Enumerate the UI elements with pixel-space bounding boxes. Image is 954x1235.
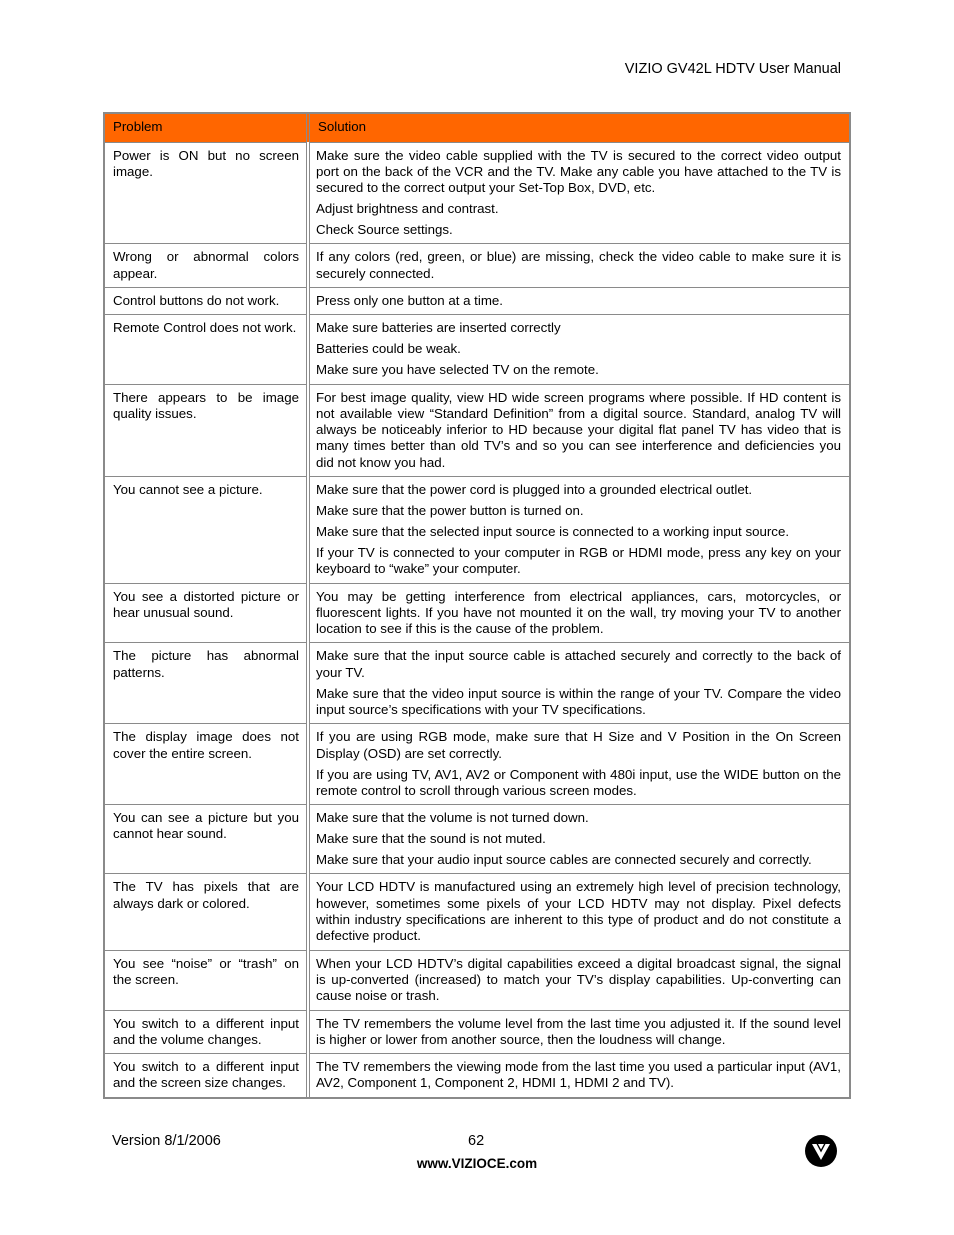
solution-cell — [308, 315, 849, 384]
table-row — [105, 950, 849, 1010]
problem-cell: There appears to be image quality issues. — [105, 384, 308, 476]
page-number: 62 — [468, 1133, 485, 1149]
table-row — [105, 315, 849, 384]
solution-text: Your LCD HDTV is manufactured using an extremely high level of precision technology, however, sometimes some pixels of your LCD HDTV may not display. Pixel defects within industry specifications are inherent to this type of product and do not constitute a defective product. — [316, 879, 841, 944]
problem-cell: You see a distorted picture or hear unusual sound. — [105, 583, 308, 643]
table-row — [105, 1054, 849, 1097]
troubleshooting-table — [103, 112, 851, 1099]
table-row — [105, 477, 849, 584]
problem-cell: Control buttons do not work. — [105, 287, 308, 314]
problem-cell: The TV has pixels that are always dark or colored. — [105, 874, 308, 950]
problem-cell: The picture has abnormal patterns. — [105, 643, 308, 724]
solution-text: If you are using TV, AV1, AV2 or Component with 480i input, use the WIDE button on the remote control to scroll through various screen modes. — [316, 766, 841, 798]
table-row — [105, 583, 849, 643]
solution-cell — [308, 874, 849, 950]
solution-text: Make sure that the power button is turned on. — [316, 502, 584, 518]
solution-text: If any colors (red, green, or blue) are missing, check the video cable to make sure it is securely connected. — [316, 249, 841, 281]
solution-cell — [308, 244, 849, 288]
table-row — [105, 805, 849, 874]
table-row — [105, 724, 849, 805]
solution-cell — [308, 142, 849, 244]
table-row — [105, 1010, 849, 1054]
table-body — [105, 142, 849, 1097]
solution-cell — [308, 1054, 849, 1097]
solution-cell — [308, 950, 849, 1010]
table-row — [105, 384, 849, 476]
solution-cell — [308, 477, 849, 584]
solution-text: Make sure that your audio input source cables are connected securely and correctly. — [316, 852, 812, 868]
solution-text: If you are using RGB mode, make sure that H Size and V Position in the On Screen Display (OSD) are set correctly. — [316, 729, 841, 761]
problem-cell: Power is ON but no screen image. — [105, 142, 308, 244]
solution-text: Make sure that the sound is not muted. — [316, 831, 546, 847]
solution-text: Make sure that the volume is not turned down. — [316, 810, 589, 826]
problem-cell: You can see a picture but you cannot hear sound. — [105, 805, 308, 874]
solution-text: You may be getting interference from electrical appliances, cars, motorcycles, or fluorescent lights. If you have not mounted it on the wall, try moving your TV to another location to see if this is the cause of the problem. — [316, 588, 841, 637]
table-row — [105, 287, 849, 314]
solution-text: The TV remembers the viewing mode from the last time you used a particular input (AV1, AV2, Component 1, Component 2, HDMI 1, HDMI 2 and TV). — [316, 1059, 841, 1091]
table-row — [105, 142, 849, 244]
solution-text: Make sure that the power cord is plugged into a grounded electrical outlet. — [316, 482, 753, 497]
table-row — [105, 643, 849, 724]
solution-cell — [308, 643, 849, 724]
solution-text: Make sure that the video input source is within the range of your TV. Compare the video input source’s specifications with your TV specifications. — [316, 685, 841, 718]
solution-text: If your TV is connected to your computer in RGB or HDMI mode, press any key on your keyboard to “wake” your computer. — [316, 544, 841, 577]
solution-text: Press only one button at a time. — [316, 292, 504, 308]
document-title: VIZIO GV42L HDTV User Manual — [624, 61, 841, 77]
solution-cell — [308, 724, 849, 805]
solution-text: For best image quality, view HD wide screen programs where possible. If HD content is not available view “Standard Definition” from a digital source. Standard, analog TV will always be noticeably inferior to HD because your digital flat panel TV has video that is many times better than old TV’s and so you can see interference and deficiencies you did not know you had. — [316, 389, 841, 470]
solution-cell — [308, 384, 849, 476]
solution-cell — [308, 287, 849, 314]
problem-cell: The display image does not cover the entire screen. — [105, 724, 308, 805]
solution-text: Make sure the video cable supplied with the TV is secured to the correct video output port on the back of the VCR and the TV. Make any cable you have attached to the TV is secured to the correct output your Set-Top Box, DVD, etc. — [316, 147, 841, 196]
solution-text: The TV remembers the volume level from the last time you adjusted it. If the sound level is higher or lower from another source, then the loudness will change. — [316, 1015, 841, 1047]
problem-cell: You cannot see a picture. — [105, 477, 308, 584]
solution-text: Adjust brightness and contrast. — [316, 201, 499, 217]
problem-cell: Remote Control does not work. — [105, 315, 308, 384]
column-header-solution: Solution — [308, 114, 849, 142]
problem-cell: You see “noise” or “trash” on the screen. — [105, 950, 308, 1010]
table-row — [105, 874, 849, 950]
problem-cell: You switch to a different input and the screen size changes. — [105, 1054, 308, 1097]
solution-text: Make sure that the input source cable is attached securely and correctly to the back of your TV. — [316, 648, 841, 680]
problem-cell: Wrong or abnormal colors appear. — [105, 244, 308, 288]
solution-text: Make sure batteries are inserted correctly — [316, 320, 561, 336]
column-header-problem: Problem — [105, 114, 308, 142]
solution-text: When your LCD HDTV’s digital capabilities exceed a digital broadcast signal, the signal is up-converted (increased) to match your TV’s display capabilities. Up-converting can cause noise or trash. — [316, 955, 841, 1004]
solution-cell — [308, 1010, 849, 1054]
solution-text: Make sure that the selected input source is connected to a working input source. — [316, 523, 790, 539]
solution-text: Make sure you have selected TV on the remote. — [316, 362, 599, 378]
footer-version: Version 8/1/2006 — [112, 1133, 221, 1149]
table-row — [105, 244, 849, 288]
vizio-logo-icon — [805, 1135, 837, 1167]
solution-cell — [308, 805, 849, 874]
solution-text: Check Source settings. — [316, 222, 453, 238]
footer-url: www.VIZIOCE.com — [416, 1156, 538, 1171]
problem-cell: You switch to a different input and the volume changes. — [105, 1010, 308, 1054]
solution-text: Batteries could be weak. — [316, 341, 461, 357]
solution-cell — [308, 583, 849, 643]
